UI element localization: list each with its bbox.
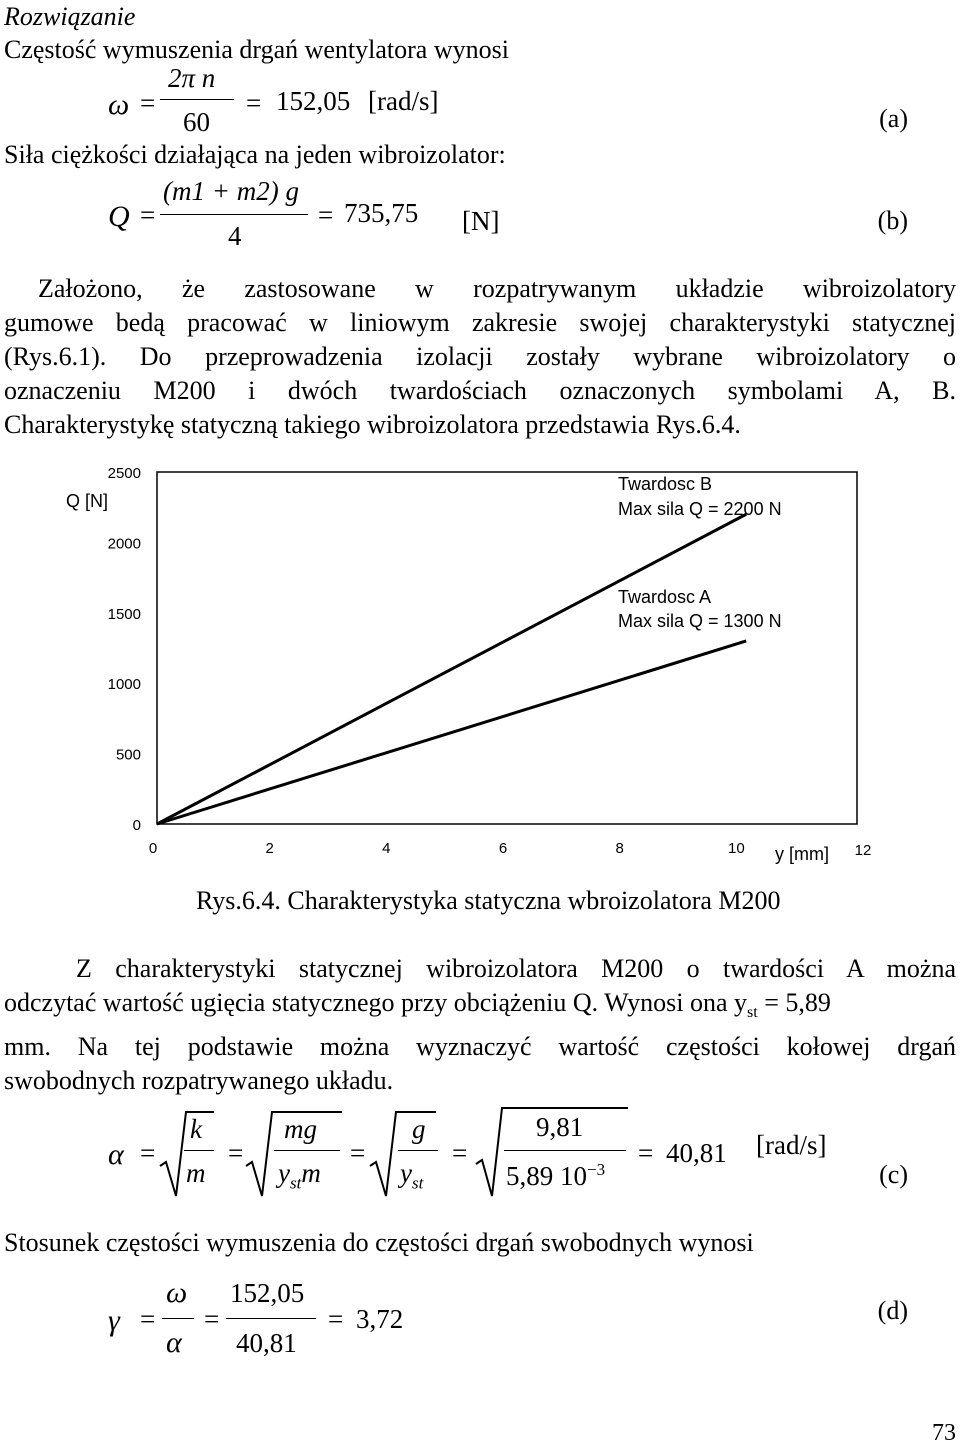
eq-a-numerator: 2π n [168,63,216,93]
eq-c-y: y [278,1158,290,1188]
eq-c-st2: st [411,1173,424,1193]
paragraph-1-line: Charakterystykę statyczną takiego wibroizolatora przedstawia Rys.6.4. [4,410,741,439]
x-tick-label: 6 [498,840,508,857]
y-tick-label: 0 [132,817,141,834]
annotation-b-line1: Twardosc B [618,474,713,494]
eq-c-ystm [278,1158,321,1193]
eq-d-value: 3,72 [356,1304,404,1334]
x-tick-label: 2 [265,840,274,857]
eq-a-equals-2: = [246,88,262,118]
paragraph-2-line-2-tail: = 5,89 [764,988,831,1017]
x-tick-label: 0 [148,840,158,857]
eq-c-label: (c) [879,1160,908,1189]
eq-c-value: 40,81 [666,1138,727,1168]
eq-c-st: st [289,1173,302,1193]
eq-c-equals-4: = [452,1138,468,1168]
eq-a-omega: ω [108,88,130,121]
x-tick-label: 8 [615,840,624,857]
y-axis-label: Q [N] [66,491,109,511]
eq-d-label: (d) [877,1296,908,1325]
y-tick-label: 1000 [107,676,141,694]
intro-text-2: Siła ciężkości działająca na jeden wibroizolator: [4,140,506,169]
eq-c-k: k [190,1114,202,1144]
x-axis-tick-labels [149,840,872,859]
eq-d-equals-2: = [204,1304,220,1334]
eq-c-equals-2: = [228,1138,244,1168]
eq-a-equals: = [140,88,156,118]
paragraph-2-line: mm. Na tej podstawie można wyznaczyć wartość częstości kołowej drgań [4,1032,956,1062]
annotation-b-line2: Max sila Q = 2200 N [618,499,782,519]
eq-b-equals-2: = [318,200,334,230]
eq-c-y2: y [400,1158,412,1188]
annotation-a-line1: Twardosc A [618,587,712,607]
intro-text-3: Stosunek częstości wymuszenia do częstości drgań swobodnych wynosi [4,1228,754,1257]
eq-d-equals-3: = [328,1304,344,1334]
eq-d-omega: ω [166,1276,188,1309]
eq-c-bar-4 [504,1150,626,1151]
eq-b-unit: [N] [462,206,500,236]
eq-a-fraction-bar [160,99,234,100]
x-tick-label: 10 [727,840,745,857]
y-tick-label: 2000 [107,535,141,553]
eq-b-fraction-bar [160,214,308,215]
eq-c-equals-1: = [140,1138,156,1168]
eq-d-bar-1 [162,1318,194,1319]
eq-c-den-base: 5,89 10 [506,1161,587,1191]
eq-a-denominator: 60 [183,107,210,137]
eq-c-bar-2 [274,1150,340,1151]
x-axis-label: y [mm] [775,844,829,864]
eq-b-label: (b) [877,206,908,235]
paragraph-1 [4,272,956,442]
figure-caption: Rys.6.4. Charakterystyka statyczna wbroizolatora M200 [196,886,781,915]
eq-d-den2: 40,81 [236,1328,297,1358]
eq-d-bar-2 [226,1318,316,1319]
paragraph-1-line: (Rys.6.1). Do przeprowadzenia izolacji zostały wybrane wibroizolatory o [4,342,956,371]
eq-c-mg: mg [284,1114,317,1144]
x-tick-label: 12 [854,842,872,859]
eq-c-yst [400,1158,423,1193]
intro-text-1: Częstość wymuszenia drgań wentylatora wynosi [4,35,509,64]
eq-c-num: 9,81 [536,1112,584,1142]
eq-c-g: g [412,1114,426,1144]
eq-d-equals-1: = [140,1304,156,1334]
paragraph-1-line: Założono, że zastosowane w rozpatrywanym układzie wibroizolatory [38,274,956,303]
eq-d-num2: 152,05 [230,1278,305,1308]
paragraph-1-line: gumowe bedą pracować w liniowym zakresie swojej charakterystyki statycznej [4,308,956,337]
paragraph-2-line-2 [4,986,956,1030]
static-characteristic-chart [0,455,960,880]
series-lines [157,514,746,824]
eq-c-exp: −3 [587,1160,606,1179]
y-tick-label: 2500 [107,465,141,482]
y-tick-label: 1500 [107,605,141,623]
paragraph-2 [4,952,956,1098]
solution-heading: Rozwiązanie [4,2,136,31]
y-axis-tick-labels [108,465,141,834]
eq-d-alpha: α [166,1326,182,1359]
eq-c-m: m [186,1158,206,1188]
eq-c-unit: [rad/s] [756,1130,827,1160]
eq-b-numerator: (m1 + m2) g [163,176,299,206]
eq-c-den [506,1160,605,1192]
paragraph-2-line-2-text: odczytać wartość ugięcia statycznego przy obciążeniu Q. Wynosi ona y [4,988,748,1017]
eq-b-value: 735,75 [344,198,419,228]
eq-d-gamma: γ [108,1304,120,1337]
eq-b-Q: Q [108,200,130,233]
subscript-st: st [747,1004,758,1022]
annotation-a-line2: Max sila Q = 1300 N [618,611,782,631]
y-tick-label: 500 [115,746,141,764]
page-number: 73 [932,1420,956,1446]
paragraph-1-line: oznaczeniu M200 i dwóch twardościach oznaczonych symbolami A, B. [4,376,956,405]
plot-area-frame [157,472,857,824]
eq-a-value: 152,05 [276,86,351,116]
eq-c-bar-3 [398,1150,438,1151]
paragraph-2-line: Z charakterystyki statycznej wibroizolatora M200 o twardości A można [76,954,956,983]
x-tick-label: 4 [382,840,391,857]
eq-c-equals-3: = [350,1138,366,1168]
paragraph-2-line: swobodnych rozpatrywanego układu. [4,1066,394,1096]
eq-b-equals: = [140,200,156,230]
eq-c-alpha: α [108,1138,124,1171]
eq-b-denominator: 4 [228,221,242,251]
eq-a-label: (a) [879,104,908,133]
eq-c-bar-1 [184,1150,214,1151]
eq-c-equals-5: = [638,1138,654,1168]
eq-c-m2: m [301,1158,321,1188]
eq-a-unit: [rad/s] [368,86,439,116]
